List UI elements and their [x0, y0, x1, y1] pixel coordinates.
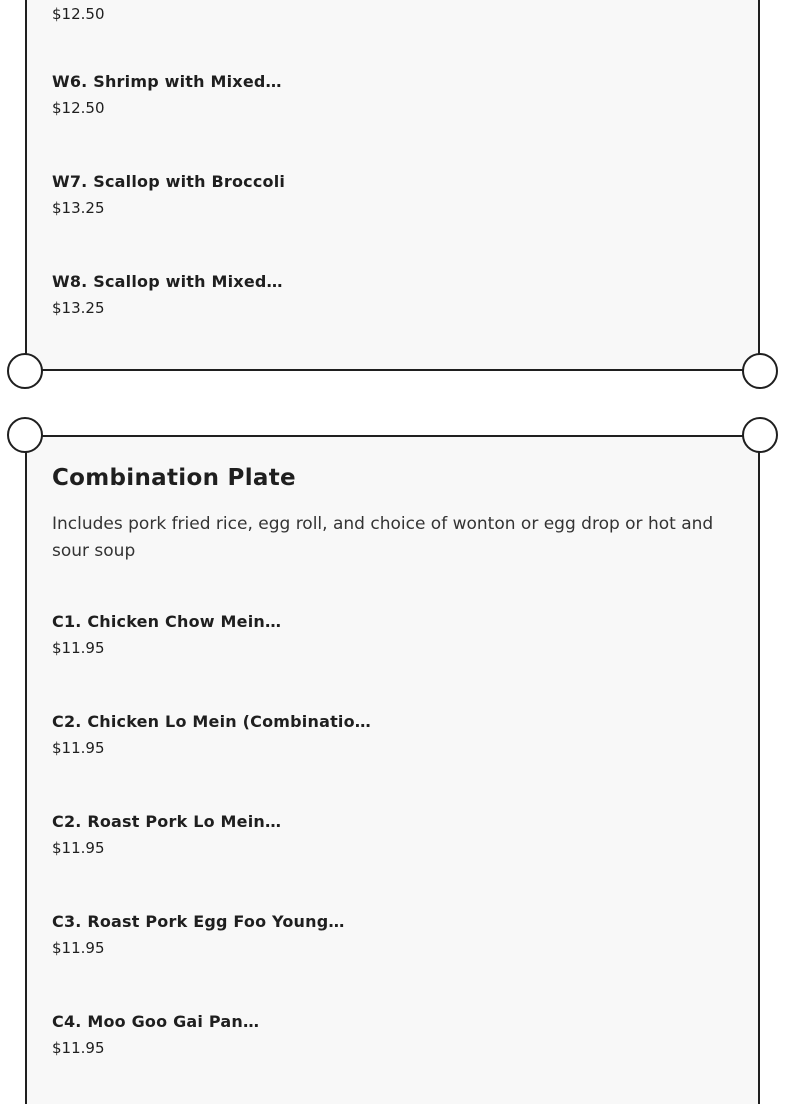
menu-section-card: [25, 435, 760, 1104]
menu-item-price: $12.50: [52, 99, 105, 117]
menu-item-price: $11.95: [52, 939, 105, 957]
menu-item[interactable]: [52, 812, 281, 858]
menu-item-name: C4. Moo Goo Gai Pan…: [52, 1012, 260, 1031]
menu-item[interactable]: [52, 712, 371, 758]
card-corner-decoration: [742, 417, 778, 453]
menu-item-price: $13.25: [52, 199, 105, 217]
menu-item-price: $11.95: [52, 839, 105, 857]
menu-item-name: C1. Chicken Chow Mein…: [52, 612, 282, 631]
menu-item-price: $12.50: [52, 5, 105, 23]
menu-item-name: C2. Chicken Lo Mein (Combinatio…: [52, 712, 371, 731]
section-description: Includes pork fried rice, egg roll, and choice of wonton or egg drop or hot and sour soup: [52, 514, 714, 561]
menu-item-price: $11.95: [52, 1039, 105, 1057]
card-corner-decoration: [742, 353, 778, 389]
menu-item[interactable]: [52, 612, 281, 658]
menu-item-name: W6. Shrimp with Mixed…: [52, 72, 282, 91]
card-corner-decoration: [7, 417, 43, 453]
menu-item-name: W7. Scallop with Broccoli: [52, 172, 286, 191]
menu-item[interactable]: [52, 912, 345, 958]
menu-item-name: C3. Roast Pork Egg Foo Young…: [52, 912, 345, 931]
menu-item-name: W8. Scallop with Mixed…: [52, 272, 283, 291]
menu-item-price: $13.25: [52, 299, 105, 317]
menu-item[interactable]: [52, 172, 285, 218]
menu-item[interactable]: [52, 272, 283, 318]
menu-item-price: $11.95: [52, 739, 105, 757]
card-corner-decoration: [7, 353, 43, 389]
menu-item-name: C2. Roast Pork Lo Mein…: [52, 812, 282, 831]
menu-item[interactable]: [52, 0, 105, 24]
section-title: Combination Plate: [52, 465, 296, 491]
menu-item-price: $11.95: [52, 639, 105, 657]
menu-item[interactable]: [52, 1012, 259, 1058]
menu-item[interactable]: [52, 72, 282, 118]
menu-section-card: [25, 0, 760, 371]
